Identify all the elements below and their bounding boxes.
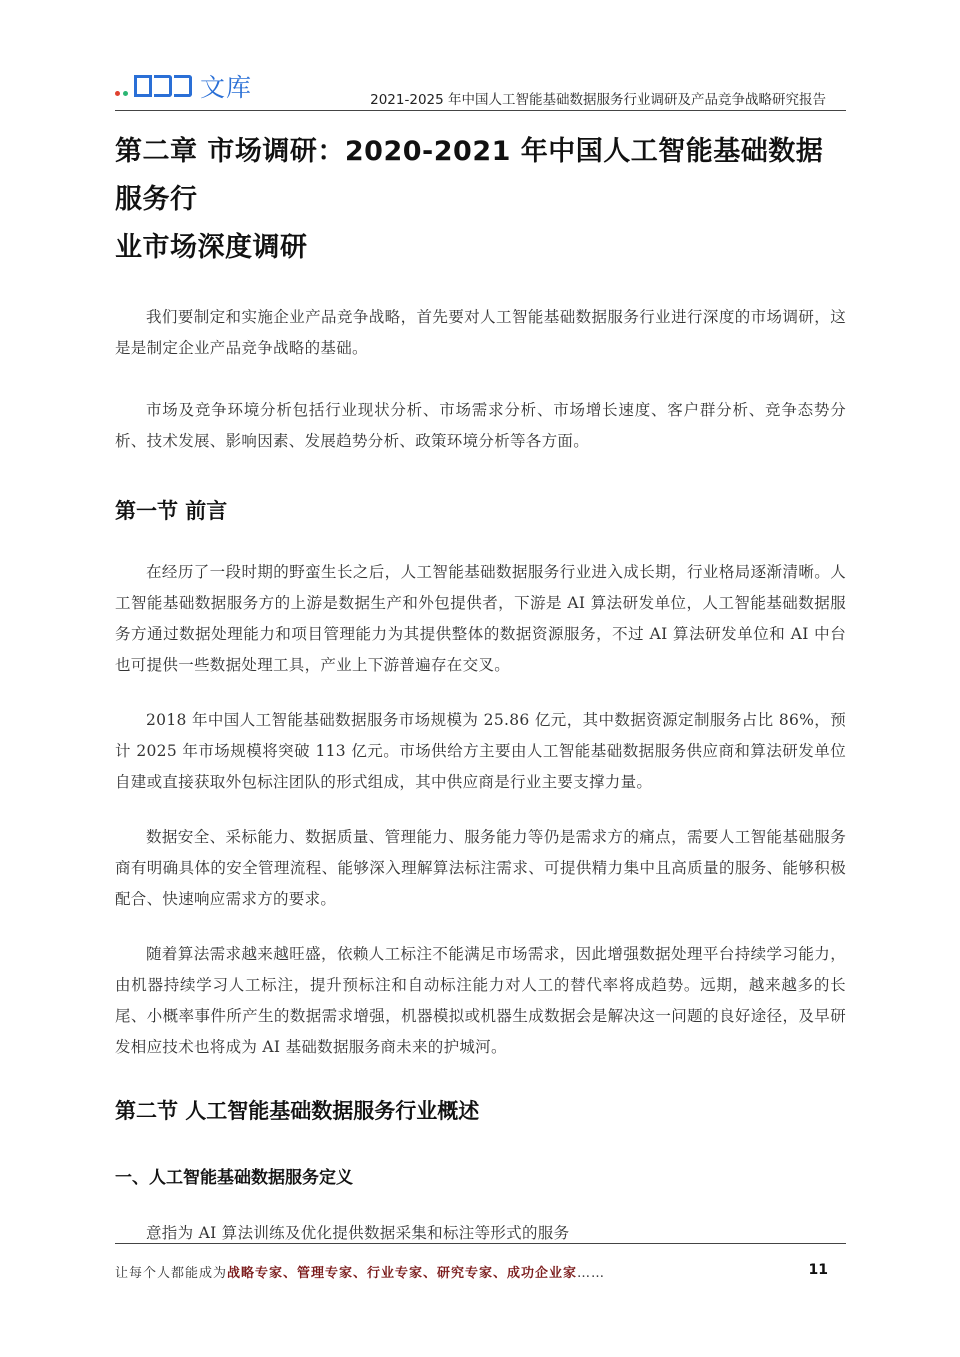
intro-paragraph-1: 我们要制定和实施企业产品竞争战略，首先要对人工智能基础数据服务行业进行深度的市场调研，这是是制定企业产品竞争战略的基础。: [115, 308, 846, 357]
section-1-paragraph-4: 随着算法需求越来越旺盛，依赖人工标注不能满足市场需求，因此增强数据处理平台持续学习能力，由机器持续学习人工标注，提升预标注和自动标注能力对人工的替代率将成趋势。远期，越来越多的长尾、小概率事件所产生的数据需求增强，机器模拟或机器生成数据会是解决这一问题的良好途径，及早研发相应技术也将成为 AI 基础数据服务商未来的护城河。: [115, 945, 846, 1056]
page-header: [115, 60, 846, 112]
section-1-paragraph-1: 在经历了一段时期的野蛮生长之后，人工智能基础数据服务行业进入成长期，行业格局逐渐清晰。人工智能基础数据服务方的上游是数据生产和外包提供者，下游是 AI 算法研发单位，人工智能基础数据服务方通过数据处理能力和项目管理能力为其提供整体的数据资源服务，不过 AI 算法研发单位和 AI 中台也可提供一些数据处理工具，产业上下游普遍存在交叉。: [115, 563, 846, 674]
header-divider: [115, 110, 846, 111]
footer-slogan-prefix: 让每个人都能成为: [115, 1266, 228, 1281]
logo-text: 文库: [200, 73, 253, 102]
subsection-title: 一、人工智能基础数据服务定义: [115, 1168, 353, 1188]
logo: [115, 68, 252, 104]
footer-divider: [115, 1243, 846, 1244]
logo-mark-icon: [134, 75, 192, 97]
section-2-paragraph: 意指为 AI 算法训练及优化提供数据采集和标注等形式的服务: [146, 1224, 570, 1242]
page-content: [115, 128, 846, 1249]
section-1-paragraph-3: 数据安全、采标能力、数据质量、管理能力、服务能力等仍是需求方的痛点，需要人工智能基础服务商有明确具体的安全管理流程、能够深入理解算法标注需求、可提供精力集中且高质量的服务、能够积极配合、快速响应需求方的要求。: [115, 828, 846, 908]
chapter-title: [115, 128, 846, 272]
footer-slogan: [115, 1262, 605, 1281]
footer-slogan-emphasis: 战略专家、管理专家、行业专家、研究专家、成功企业家: [227, 1266, 578, 1281]
chapter-title-line1: 第二章 市场调研：2020-2021 年中国人工智能基础数据服务行: [115, 136, 824, 215]
section-1-title: 第一节 前言: [115, 499, 228, 523]
report-title: 2021-2025 年中国人工智能基础数据服务行业调研及产品竞争战略研究报告: [370, 92, 826, 108]
footer-slogan-suffix: ……: [577, 1266, 606, 1281]
section-2-title: 第二节 人工智能基础数据服务行业概述: [115, 1099, 480, 1123]
page-number: 11: [808, 1262, 828, 1278]
chapter-title-line2: 业市场深度调研: [115, 232, 308, 263]
intro-paragraph-2: 市场及竞争环境分析包括行业现状分析、市场需求分析、市场增长速度、客户群分析、竞争态势分析、技术发展、影响因素、发展趋势分析、政策环境分析等各方面。: [115, 401, 846, 450]
logo-dot-red: [115, 91, 120, 96]
section-1-paragraph-2: 2018 年中国人工智能基础数据服务市场规模为 25.86 亿元，其中数据资源定制服务占比 86%，预计 2025 年市场规模将突破 113 亿元。市场供给方主要由人工智能基础数据服务供应商和算法研发单位自建或直接获取外包标注团队的形式组成，其中供应商是行业主要支撑力量。: [115, 711, 846, 791]
logo-dot-green: [123, 91, 128, 96]
